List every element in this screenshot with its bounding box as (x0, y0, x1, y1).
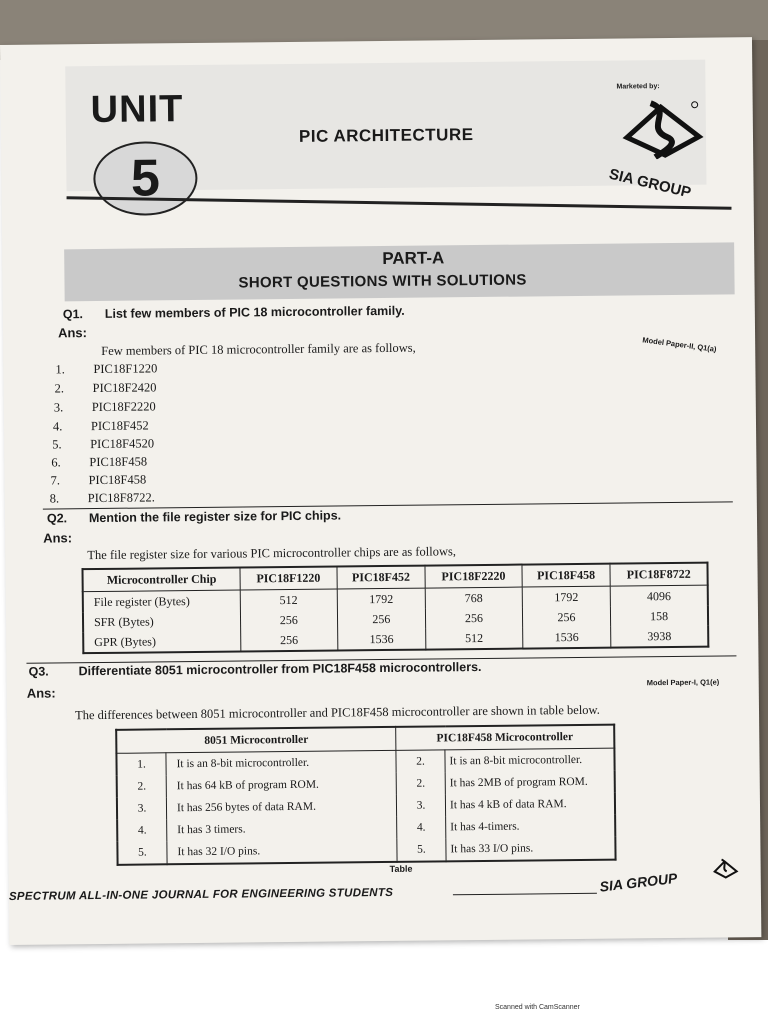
list-item: 8. PIC18F8722. (49, 490, 155, 506)
column-header: PIC18F1220 (240, 567, 337, 591)
list-item: 7. PIC18F458 (50, 472, 147, 488)
model-paper-ref: Model Paper-I, Q1(e) (646, 677, 720, 688)
unit-number: 5 (93, 141, 198, 216)
part-subtitle: SHORT QUESTIONS WITH SOLUTIONS (238, 271, 527, 292)
logo-text: SIA GROUP (607, 165, 693, 202)
column-header: 8051 Microcontroller (116, 727, 396, 753)
answer-label: Ans: (57, 325, 87, 341)
footer-brand: SIA GROUP (598, 869, 679, 895)
table-row: 3. It has 256 bytes of data RAM. 3. It has 4 kB of data RAM. (117, 793, 615, 820)
question-1 (63, 304, 405, 322)
list-item: 1. PIC18F1220 (55, 361, 158, 377)
table-row: 1. It is an 8-bit microcontroller. 2. It is an 8-bit microcontroller. (116, 748, 614, 776)
list-item: 6. PIC18F458 (51, 454, 148, 470)
column-header: PIC18F2220 (425, 565, 522, 589)
column-header: Microcontroller Chip (82, 568, 240, 592)
table-row: SFR (Bytes) 256 256 256 256 158 (83, 606, 708, 633)
list-item: 3. PIC18F2220 (53, 399, 156, 415)
book-page (0, 37, 761, 945)
chapter-title: PIC ARCHITECTURE (298, 125, 474, 146)
column-header: PIC18F452 (337, 566, 426, 589)
table-row: 4. It has 3 timers. 4. It has 4-timers. (117, 815, 615, 842)
column-header: PIC18F458 (522, 564, 611, 587)
unit-label: UNIT (90, 88, 184, 132)
question-number: Q3. (28, 664, 49, 679)
column-header: PIC18F458 Microcontroller (396, 725, 615, 751)
footer-rule (453, 893, 597, 896)
list-item: 2. PIC18F2420 (54, 380, 157, 396)
scanner-watermark: Scanned with CamScanner (495, 1004, 580, 1011)
model-paper-ref: Model Paper-II, Q1(a) (641, 335, 718, 354)
table-row: 2. It has 64 kB of program ROM. 2. It has 2MB of program ROM. (117, 771, 615, 798)
answer-intro: The file register size for various PIC microcontroller chips are as follows, (87, 544, 457, 563)
question-number: Q2. (46, 511, 68, 526)
question-text: Differentiate 8051 microcontroller from PIC18F458 microcontrollers. (78, 659, 482, 679)
answer-label: Ans: (43, 530, 73, 546)
part-title: PART-A (382, 248, 445, 269)
question-text: Mention the file register size for PIC chips. (88, 508, 342, 526)
file-register-table (81, 562, 709, 655)
journal-footer: SPECTRUM ALL-IN-ONE JOURNAL FOR ENGINEERING STUDENTS (8, 886, 394, 903)
table-caption: Table (389, 863, 413, 874)
table-row: 5. It has 32 I/O pins. 5. It has 33 I/O pins. (117, 837, 615, 865)
question-number: Q1. (62, 307, 84, 322)
question-text: List few members of PIC 18 microcontroller family. (104, 303, 405, 321)
answer-label: Ans: (26, 685, 56, 701)
answer-intro: Few members of PIC 18 microcontroller family are as follows, (101, 340, 416, 358)
table-row: GPR (Bytes) 256 1536 512 1536 3938 (83, 626, 708, 654)
list-item: 4. PIC18F452 (52, 418, 149, 434)
marketed-by-label: Marketed by: (616, 83, 660, 91)
question-2 (47, 508, 341, 525)
book-logo-icon (713, 857, 739, 879)
column-header: PIC18F8722 (610, 563, 707, 587)
comparison-table (115, 724, 616, 866)
list-item: 5. PIC18F4520 (52, 436, 155, 452)
book-logo-icon (621, 97, 706, 160)
publisher-logo (602, 82, 721, 203)
table-row: File register (Bytes) 512 1792 768 1792 4096 (83, 585, 708, 612)
answer-intro: The differences between 8051 microcontroller and PIC18F458 microcontroller are shown in table below. (74, 702, 600, 723)
